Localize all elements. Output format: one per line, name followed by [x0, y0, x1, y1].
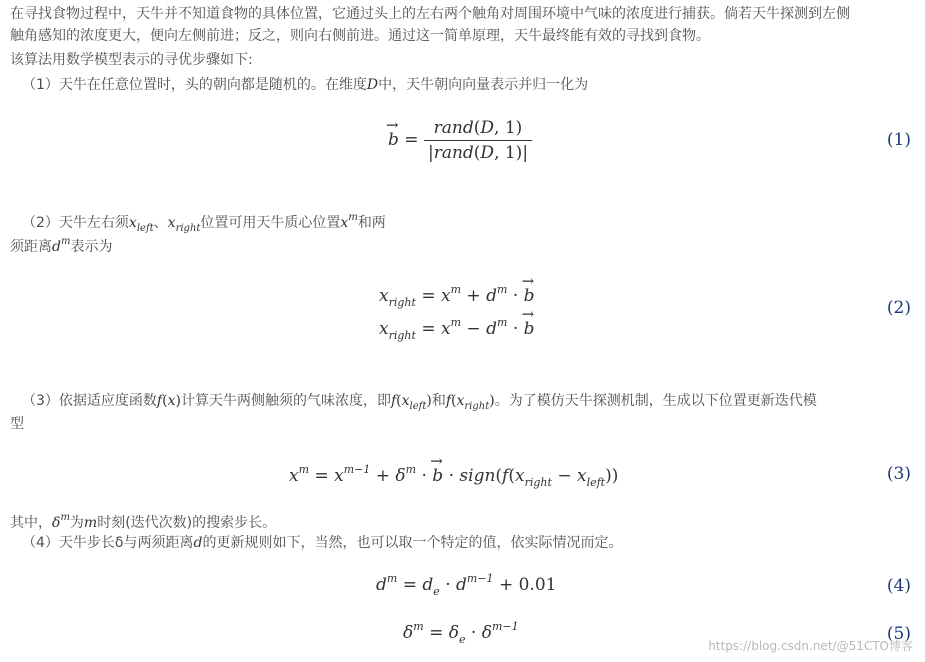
equation-5: $\delta^m = \delta_e \cdot \delta^{m-1}$	[403, 620, 519, 646]
equation-2-line1: $x_{right} = x^m + d^m$ · → b	[379, 280, 535, 309]
equation-4: $d^m = d_e \cdot d^{m-1} + 0.01$	[376, 572, 557, 598]
intro-line-1: 在寻找食物过程中，天牛并不知道食物的具体位置，它通过头上的左右两个触角对周围环境中气味的浓度进行捕获。倘若天牛探测到左侧	[10, 6, 850, 22]
steps-intro: 该算法用数学模型表示的寻优步骤如下:	[10, 52, 253, 68]
step-3-text-line2: 型	[10, 416, 24, 432]
equation-number-2: (2)	[886, 298, 911, 318]
equation-2-line2: $x_{right} = x^m - d^m$ · → b	[379, 313, 535, 342]
step-2-text-line2: 须距离$d^m$表示为	[10, 236, 113, 255]
equation-number-4: (4)	[886, 576, 911, 596]
math-D: D	[366, 77, 379, 93]
equation-1: → b = $\frac{\text{rand(D, 1)}}{\text{|rand(D, 1)|}}$	[388, 118, 532, 163]
equation-3: $x^m = x^{m-1} + \delta^m$ · → $b \cdot sign(f(x_{right} - x_{left}))$	[289, 460, 618, 489]
watermark: https://blog.csdn.net/@51CTO博客	[708, 639, 913, 653]
step-2-text-line1: （2）天牛左右须$x_{left}$、$x_{right}$位置可用天牛质心位置$x^m$和两	[22, 212, 386, 234]
equation-number-5: (5)	[886, 624, 911, 644]
intro-line-2: 触角感知的浓度更大，便向左侧前进；反之，则向右侧前进。通过这一简单原理，天牛最终能有效的寻找到食物。	[10, 28, 710, 44]
step-3-text-line1: （3）依据适应度函数f(x)计算天牛两侧触须的气味浓度，即$f(x_{left})$和$f(x_{right})$。为了模仿天牛探测机制，生成以下位置更新迭代模	[22, 393, 817, 412]
step-4-text: （4）天牛步长δ与两须距离d的更新规则如下，当然，也可以取一个特定的值，依实际情况而定。	[22, 535, 623, 551]
equation-number-3: (3)	[886, 464, 911, 484]
equation-number-1: (1)	[886, 130, 911, 150]
where-text: 其中，$\delta^m$为m时刻(迭代次数)的搜索步长。	[10, 512, 277, 531]
step-1-text: （1）天牛在任意位置时，头的朝向都是随机的。在维度D中，天牛朝向向量表示并归一化为	[22, 77, 589, 93]
